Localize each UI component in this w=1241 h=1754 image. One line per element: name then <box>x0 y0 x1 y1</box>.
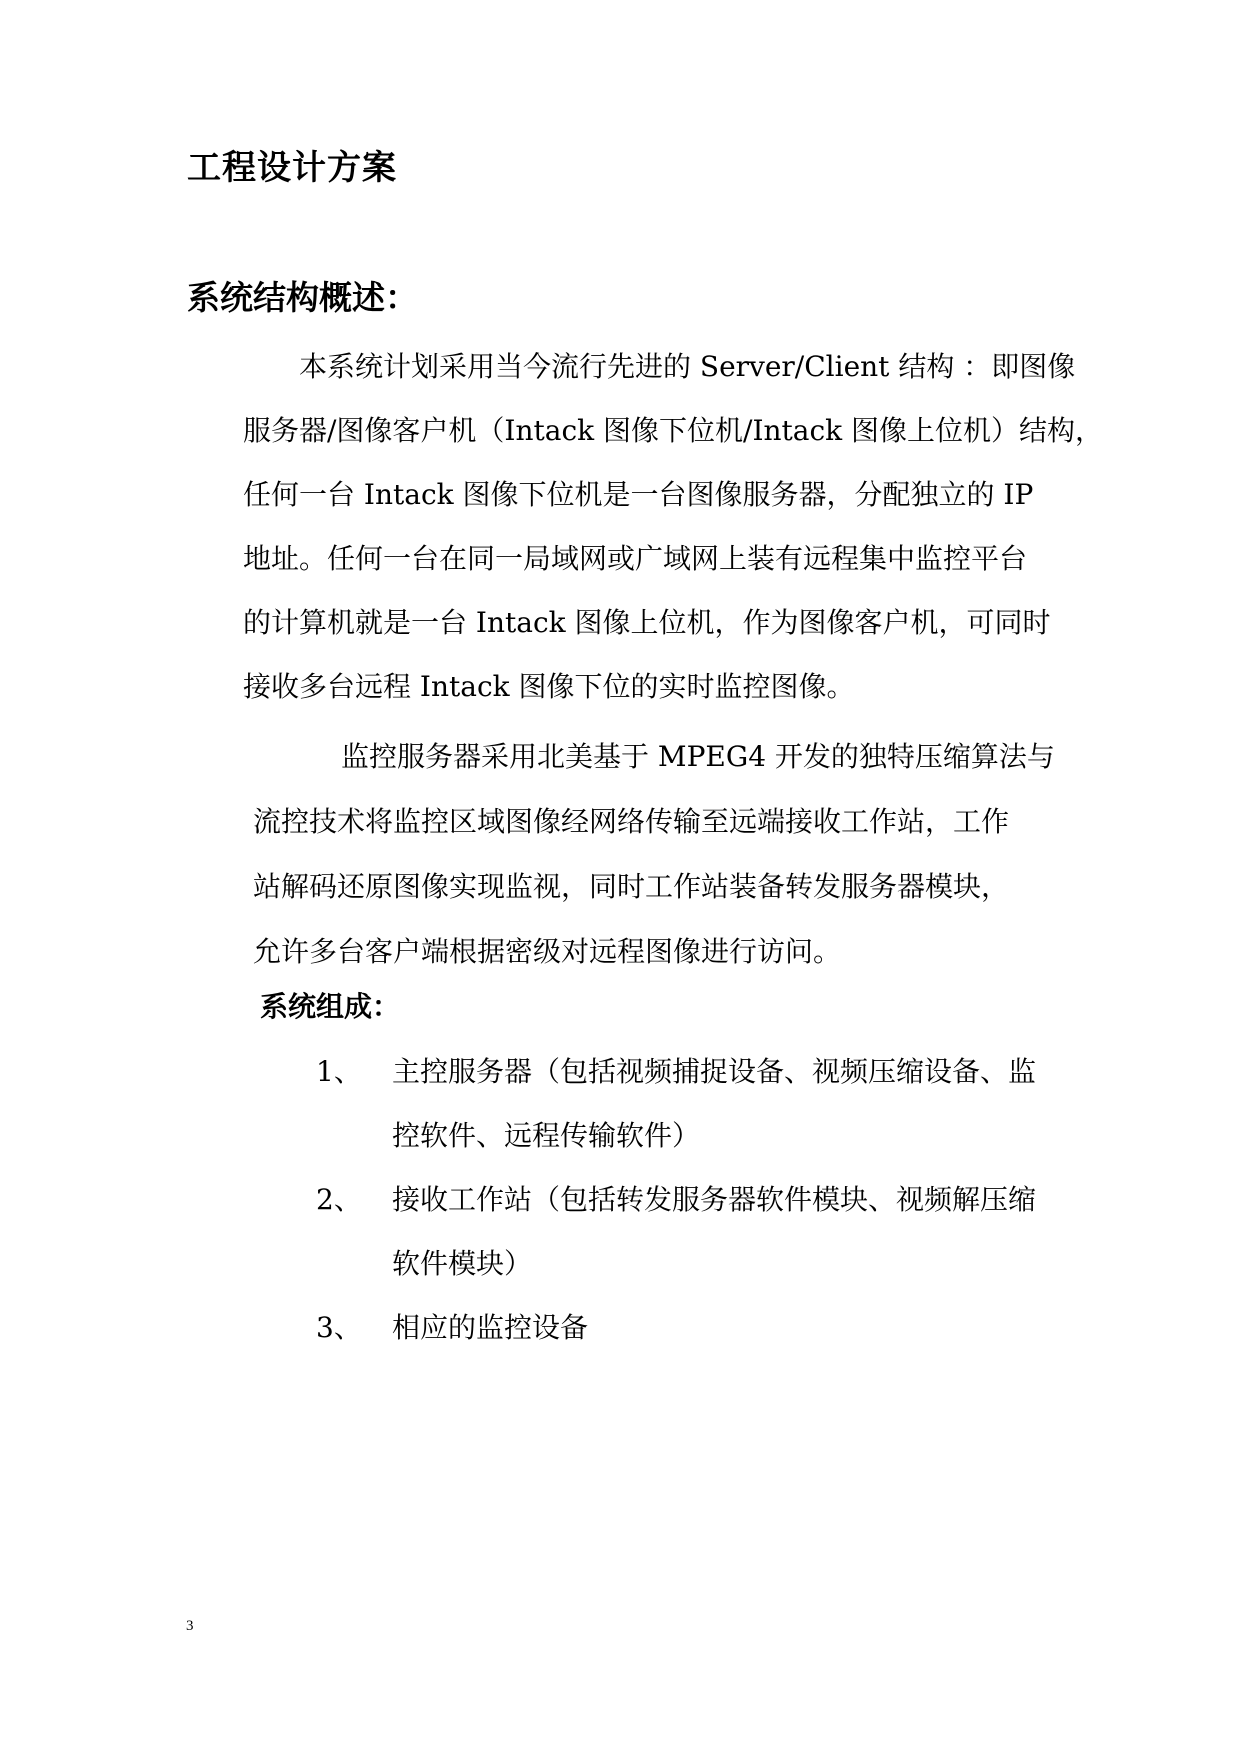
page-number: 3 <box>186 1618 194 1634</box>
list-item-text: 控软件、远程传输软件） <box>392 1119 701 1152</box>
paragraph-line: 接收多台远程 Intack 图像下位的实时监控图像。 <box>243 670 855 703</box>
list-item <box>316 1296 1066 1360</box>
list-item-text: 相应的监控设备 <box>392 1311 589 1344</box>
server-paragraph <box>253 724 1063 984</box>
paragraph-line: 监控服务器采用北美基于 MPEG4 开发的独特压缩算法与 <box>341 740 1055 773</box>
document-title: 工程设计方案 <box>187 148 397 188</box>
components-heading: 系统组成： <box>260 990 401 1023</box>
list-item-number: 2、 <box>316 1183 362 1216</box>
paragraph-line: 的计算机就是一台 Intack 图像上位机，作为图像客户机，可同时 <box>243 606 1051 639</box>
paragraph-line: 站解码还原图像实现监视，同时工作站装备转发服务器模块， <box>253 870 1010 903</box>
list-item-text: 接收工作站（包括转发服务器软件模块、视频解压缩 <box>392 1183 1037 1216</box>
section-heading: 系统结构概述： <box>187 278 418 317</box>
list-item-text: 软件模块） <box>392 1247 533 1280</box>
list-item-text: 主控服务器（包括视频捕捉设备、视频压缩设备、监 <box>392 1055 1037 1088</box>
components-list <box>316 1040 1066 1360</box>
paragraph-line: 服务器/图像客户机（Intack 图像下位机/Intack 图像上位机）结构， <box>243 414 1104 447</box>
list-item-number: 1、 <box>316 1055 362 1088</box>
paragraph-line: 任何一台 Intack 图像下位机是一台图像服务器，分配独立的 IP <box>243 478 1034 511</box>
list-item-number: 3、 <box>316 1311 362 1344</box>
list-item <box>316 1168 1066 1296</box>
paragraph-line: 流控技术将监控区域图像经网络传输至远端接收工作站，工作 <box>253 805 1010 838</box>
paragraph-line: 地址。任何一台在同一局域网或广域网上装有远程集中监控平台 <box>243 542 1028 575</box>
list-item <box>316 1040 1066 1168</box>
overview-paragraph <box>243 335 1104 719</box>
paragraph-line: 允许多台客户端根据密级对远程图像进行访问。 <box>253 935 842 968</box>
paragraph-line: 本系统计划采用当今流行先进的 Server/Client 结构 ：即图像 <box>299 350 1076 383</box>
